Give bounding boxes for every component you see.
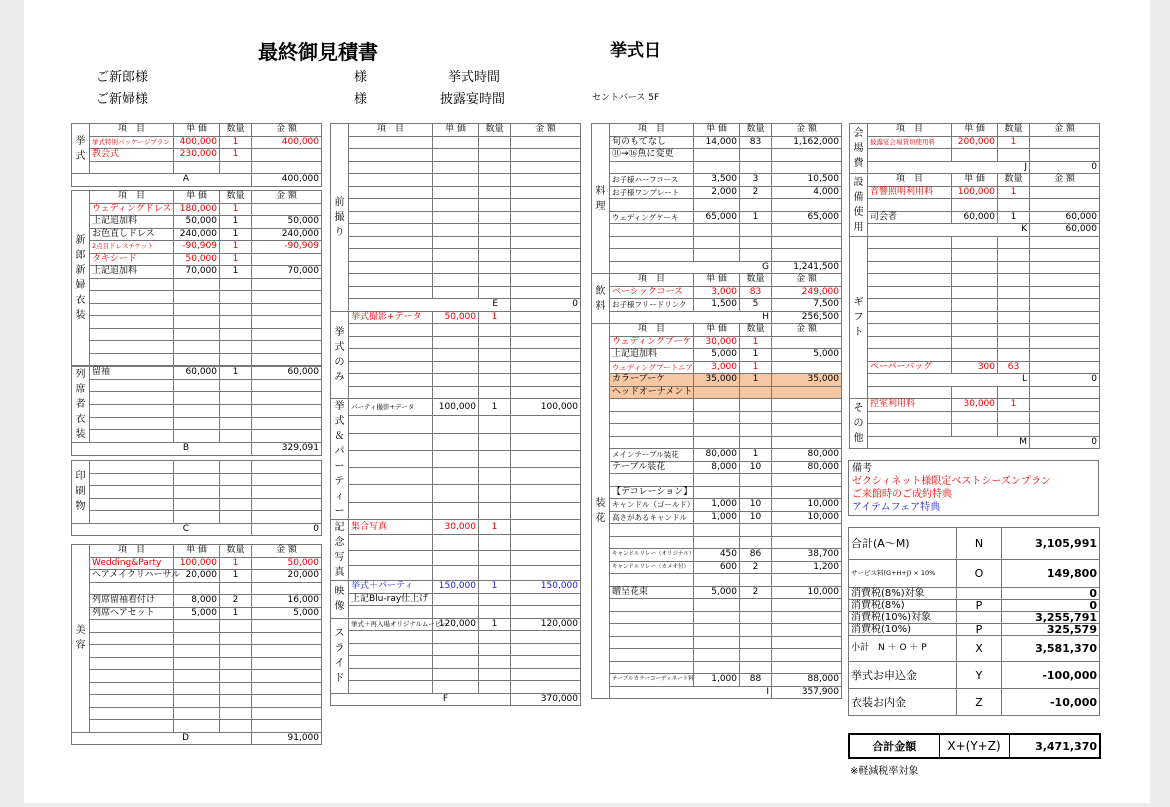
- table-row: 挙式特別パッケージプラン 400,000 1 400,000: [72, 136, 322, 149]
- table-row: お色直しドレス 240,000 1 240,000: [72, 228, 322, 241]
- table-row: 挙式＆パーティー パーティ撮影+データ 100,000 1 100,000: [331, 399, 581, 416]
- venue-table: 会場費 項 目 単 価 数量 金 額 披露宴会場貸切使用料 200,000 1 J 0 設備使用 項 目 単 価 数量 金 額 音響照明利用料 100,000 1 司会者 60,000 1 60,000 K 60,000 ギフト ペーパーバッグ 300 63 L 0 その他 控室利用料 30,000 1 M 0: [849, 123, 1100, 449]
- bride-label: ご新婦様: [96, 92, 149, 107]
- groom-sama: 様: [354, 70, 368, 85]
- table-row: 記念写真 集合写真 30,000 1: [331, 520, 581, 535]
- table-row: 司会者 60,000 1 60,000: [850, 211, 1100, 224]
- group-beauty: 美容: [72, 545, 90, 733]
- group-guest-attire: 列席者衣装: [72, 367, 90, 443]
- table-row: ⑪→⑯魚に変更: [592, 149, 842, 162]
- table-row: 上記追加料 5,000 1 5,000: [592, 349, 842, 362]
- subtotal-row: H 256,500: [592, 311, 842, 324]
- table-row: 列席者衣装 留袖 60,000 1 60,000: [72, 367, 322, 380]
- table-row: 贈呈花束 5,000 2 10,000: [592, 586, 842, 599]
- table-row: 挙式のみ 挙式撮影+データ 50,000 1: [331, 311, 581, 324]
- col-amount: 金 額: [252, 124, 322, 137]
- subtotal-row: M 0: [850, 436, 1100, 449]
- subtotal-row: B 329,091: [72, 443, 322, 456]
- food-table: 料理 項 目 単 価 数量 金 額 旬のもてなし 14,000 83 1,162,000 ⑪→⑯魚に変更 お子様ハーフコース 3,500 3 10,500 お子様ワンプレート 2,000 2 4,000 ウェディングケーキ 65,000 1 65,000 G 1,241,500 飲料 項 目 単 価 数量 金 額 ベーシックコース 3,000 83 249,000 お子様フリードリンク 1,500 5 7,500 H 256,500 装花 項 目 単 価 数量 金 額 ウェディングブーケ 30,000 1 上記追加料 5,000 1 5,000 ウェディングブートニア 3,000 1 カラーブーケ 35,000 1 35,000 ヘッドオーナメント メインテーブル装花 80,000 1 80,000 テーブル装花 8,000 10 80,000 【デコレーション】 キャンドル（ゴールド） 1,000 10 10,000 高さがあるキャンドル 1,000 10 10,000 キャンドルリレー（オリジナル） 450 86 38,700 キャンドルリレー（カメオ付） 600 2 1,200 贈呈花束 5,000 2 10,000 テーブルカラーコーディネート料 1,000 88 88,000 I 357,900: [591, 123, 842, 699]
- table-row: 列席留袖着付け 8,000 2 16,000: [72, 595, 322, 608]
- subtotal-row: A 400,000: [72, 174, 322, 187]
- photo-video-table: 前撮り 項 目 単 価 数量 金 額 E 0 挙式のみ 挙式撮影+データ 50,000 1 挙式＆パーティー パーティ撮影+データ 100,000 1 100,000 記念写真 集合写真 30,000 1 映像 挙式＋パーティ 150,000 1 150,000 上記Blu-ray仕上げ スライド 挙式＋再入場オリジナルムービー 120,000 1 120,000 F 370,000: [330, 123, 581, 706]
- table-row: ウェディングブートニア 3,000 1: [592, 361, 842, 374]
- table-row: スライド 挙式＋再入場オリジナルムービー 120,000 1 120,000: [331, 618, 581, 631]
- table-row: カラーブーケ 35,000 1 35,000: [592, 374, 842, 387]
- notes-box: [848, 460, 1099, 516]
- table-row: ウェディングケーキ 65,000 1 65,000: [592, 211, 842, 224]
- table-row: お子様ワンプレート 2,000 2 4,000: [592, 186, 842, 199]
- grand-total-row: 合計金額 X+(Y+Z) 3,471,370: [849, 734, 1100, 758]
- group-attire: 新郎新婦衣装: [72, 191, 90, 366]
- group-prewedding: 前撮り: [331, 124, 349, 312]
- notes-label: 備考: [852, 463, 872, 474]
- group-flower: 装花: [592, 324, 610, 699]
- summary-row: 消費税(10%)対象 3,255,791: [849, 612, 1100, 624]
- col-qty: 数量: [220, 124, 252, 137]
- summary-row: 消費税(8%) P 0: [849, 600, 1100, 612]
- summary-row: 小計 N ＋ O ＋ P X 3,581,370: [849, 636, 1100, 662]
- table-row: テーブルカラーコーディネート料 1,000 88 88,000: [592, 674, 842, 687]
- subtotal-row: G 1,241,500: [592, 261, 842, 274]
- group-printing: 印刷物: [72, 461, 90, 524]
- table-row: 音響照明利用料 100,000 1: [850, 186, 1100, 199]
- page-title: 最終御見積書: [258, 40, 378, 64]
- table-row: 高さがあるキャンドル 1,000 10 10,000: [592, 511, 842, 524]
- attire-table: 新郎新婦衣装 項 目 単 価 数量 金 額 ウェディングドレス 180,000 1 上記追加料 50,000 1 50,000 お色直しドレス 240,000 1 240,000 2点目ドレスチケット -90,909 1 -90,909 タキシード 50,000 1 上記追加料 70,000 1 70,000: [71, 190, 322, 366]
- summary-row: 挙式お申込金 Y -100,000: [849, 662, 1100, 689]
- subtotal-row: I 357,900: [592, 686, 842, 699]
- table-row: 上記Blu-ray仕上げ: [331, 593, 581, 606]
- grand-total-table: [848, 733, 1101, 759]
- group-video: 映像: [331, 581, 349, 619]
- notes-line1: ゼクシィネット様限定ベストシーズンプラン: [852, 476, 1051, 487]
- table-row: Wedding&Party 100,000 1 50,000: [72, 557, 322, 570]
- guest-attire-table: [71, 366, 322, 456]
- table-row: 教会式 230,000 1: [72, 149, 322, 162]
- group-food: 料理: [592, 124, 610, 274]
- bottom-strip: [0, 803, 1170, 807]
- group-ceremony-only: 挙式のみ: [331, 311, 349, 399]
- group-ceremony: 挙式: [72, 124, 90, 174]
- table-row: お子様ハーフコース 3,500 3 10,500: [592, 174, 842, 187]
- summary-row: 合計(A〜M) N 3,105,991: [849, 528, 1100, 560]
- summary-row: 消費税(10%) P 325,579: [849, 624, 1100, 636]
- ceremony-time-label: 挙式時間: [448, 70, 501, 85]
- col-item: 項 目: [90, 124, 174, 137]
- table-row: ペーパーバッグ 300 63: [850, 361, 1100, 374]
- table-row: 旬のもてなし 14,000 83 1,162,000: [592, 136, 842, 149]
- footnote: ※軽減税率対象: [850, 766, 919, 777]
- group-venue: 会場費: [850, 124, 868, 174]
- subtotal-row: L 0: [850, 374, 1100, 387]
- summary-row: 消費税(8%)対象 0: [849, 588, 1100, 600]
- ceremony-date-label: 挙式日: [610, 41, 661, 61]
- printing-table: [71, 460, 322, 536]
- table-row: ヘアメイクリハーサル 20,000 1 20,000: [72, 570, 322, 583]
- summary-row: 衣装お内金 Z -10,000: [849, 689, 1100, 716]
- table-row: ヘッドオーナメント: [592, 386, 842, 399]
- table-row: その他 控室利用料 30,000 1: [850, 399, 1100, 412]
- group-memorial-photo: 記念写真: [331, 520, 349, 581]
- table-row: メインテーブル装花 80,000 1 80,000: [592, 449, 842, 462]
- group-slide: スライド: [331, 618, 349, 693]
- venue-label: セントバース 5F: [592, 93, 660, 103]
- table-row: 列席ヘアセット 5,000 1 5,000: [72, 607, 322, 620]
- group-other: その他: [850, 399, 868, 449]
- table-row: 【デコレーション】: [592, 486, 842, 499]
- table-row: 上記追加料 50,000 1 50,000: [72, 216, 322, 229]
- table-row: キャンドル（ゴールド） 1,000 10 10,000: [592, 499, 842, 512]
- table-row: 映像 挙式＋パーティ 150,000 1 150,000: [331, 581, 581, 594]
- notes-line2: ご来館時のご成約特典: [852, 489, 952, 500]
- table-row: キャンドルリレー（オリジナル） 450 86 38,700: [592, 549, 842, 562]
- groom-label: ご新郎様: [96, 70, 149, 85]
- subtotal-row: C 0: [72, 523, 322, 536]
- summary-table: [848, 527, 1100, 716]
- ceremony-table: [71, 123, 322, 187]
- table-row: 上記追加料 70,000 1 70,000: [72, 266, 322, 279]
- table-row: ウェディングブーケ 30,000 1: [592, 336, 842, 349]
- group-equipment: 設備使用: [850, 174, 868, 237]
- subtotal-row: F 370,000: [331, 693, 581, 706]
- table-row: 2点目ドレスチケット -90,909 1 -90,909: [72, 241, 322, 254]
- table-row: ウェディングドレス 180,000 1: [72, 203, 322, 216]
- subtotal-row: J 0: [850, 161, 1100, 174]
- group-gift: ギフト: [850, 236, 868, 399]
- table-row: お子様フリードリンク 1,500 5 7,500: [592, 299, 842, 312]
- beauty-table: 美容 項 目 単 価 数量 金 額 Wedding&Party 100,000 1 50,000 ヘアメイクリハーサル 20,000 1 20,000 列席留袖着付け 8,000 2 16,000 列席ヘアセット 5,000 1 5,000 D 91,000: [71, 544, 322, 745]
- table-row: 披露宴会場貸切使用料 200,000 1: [850, 136, 1100, 149]
- col-unit: 単 価: [174, 124, 220, 137]
- subtotal-row: D 91,000: [72, 732, 322, 745]
- subtotal-row: E 0: [331, 299, 581, 312]
- bride-sama: 様: [354, 92, 368, 107]
- subtotal-row: K 60,000: [850, 224, 1100, 237]
- table-row: テーブル装花 8,000 10 80,000: [592, 461, 842, 474]
- group-drink: 飲料: [592, 274, 610, 324]
- reception-time-label: 披露宴時間: [440, 92, 506, 107]
- table-row: キャンドルリレー（カメオ付） 600 2 1,200: [592, 561, 842, 574]
- summary-row: サービス料(G+H+J) × 10% O 149,800: [849, 560, 1100, 588]
- notes-line3: アイテムフェア特典: [852, 502, 941, 513]
- table-row: ベーシックコース 3,000 83 249,000: [592, 286, 842, 299]
- table-row: タキシード 50,000 1: [72, 253, 322, 266]
- group-ceremony-party: 挙式＆パーティー: [331, 399, 349, 520]
